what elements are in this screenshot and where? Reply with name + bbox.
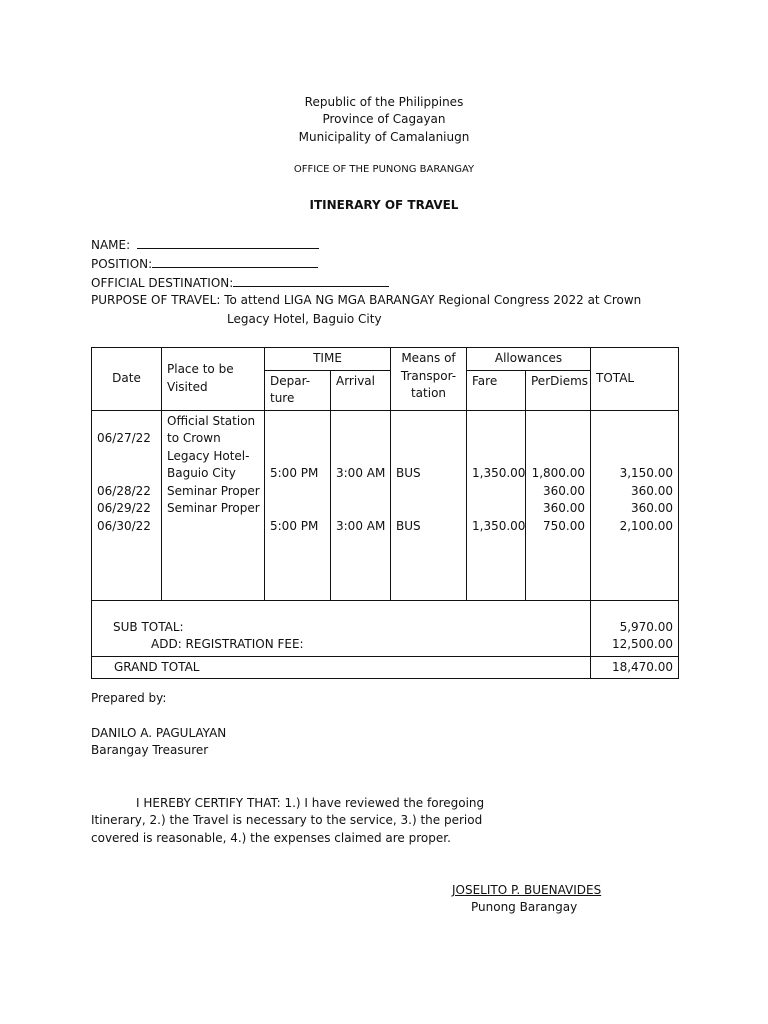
position-blank-line xyxy=(152,255,318,268)
preparer-name: DANILO A. PAGULAYAN xyxy=(91,726,227,740)
destination-blank-line xyxy=(233,274,389,287)
departure-cell xyxy=(270,430,325,448)
header-total: TOTAL xyxy=(591,348,679,411)
header-perdiems: PerDiems xyxy=(526,370,591,410)
subtotal-values xyxy=(591,600,679,656)
purpose-text-line1: To attend LIGA NG MGA BARANGAY Regional Congress 2022 at Crown xyxy=(224,293,642,307)
date-cell: 06/27/22 xyxy=(97,431,151,445)
departure-cell: 5:00 PM xyxy=(270,518,319,533)
total-cell xyxy=(596,430,673,448)
means-cell: BUS xyxy=(396,518,421,533)
perdiem-cell: 750.00 xyxy=(543,518,586,533)
fare-cell: 1,350.00 xyxy=(472,466,526,480)
places-column xyxy=(162,410,265,600)
dates-column xyxy=(92,410,162,600)
departure-cell xyxy=(270,500,325,518)
perdiems-column xyxy=(526,410,591,600)
date-cell xyxy=(97,448,156,466)
place-cell: Baguio City xyxy=(167,466,236,480)
means-cell: BUS xyxy=(396,466,421,480)
name-blank-line xyxy=(137,236,319,249)
fare-cell xyxy=(472,448,520,466)
subtotal-row xyxy=(92,600,679,656)
place-cell: Seminar Proper xyxy=(167,483,260,498)
fare-cell: 1,350.00 xyxy=(472,518,526,533)
place-cell: Seminar Proper xyxy=(167,501,260,515)
place-cell xyxy=(167,518,259,536)
total-cell: 360.00 xyxy=(631,501,674,515)
position-label: POSITION: xyxy=(91,257,153,271)
means-column xyxy=(391,410,467,600)
grand-total-value: 18,470.00 xyxy=(591,656,679,679)
place-cell: to Crown xyxy=(167,431,221,445)
total-cell xyxy=(596,413,673,431)
header-fare: Fare xyxy=(467,370,526,410)
subtotal-value: 5,970.00 xyxy=(619,619,674,634)
header-means-line2: Transpor- xyxy=(400,368,457,383)
header-office: OFFICE OF THE PUNONG BARANGAY xyxy=(293,164,475,175)
date-cell xyxy=(97,413,156,431)
perdiem-cell xyxy=(531,448,585,466)
header-republic: Republic of the Philippines xyxy=(304,95,464,109)
purpose-field xyxy=(91,293,641,307)
fares-column xyxy=(467,410,526,600)
arrivals-column xyxy=(331,410,391,600)
date-cell xyxy=(97,465,156,483)
means-cell xyxy=(396,430,461,448)
header-province: Province of Cagayan xyxy=(322,112,446,126)
header-place-line1: Place to be xyxy=(167,362,234,377)
means-cell xyxy=(396,448,461,466)
arrival-cell: 3:00 AM xyxy=(336,518,386,533)
document-title: ITINERARY OF TRAVEL xyxy=(309,198,459,212)
purpose-text-line2: Legacy Hotel, Baguio City xyxy=(227,312,382,326)
date-cell: 06/29/22 xyxy=(97,501,151,515)
header-departure xyxy=(265,370,331,410)
means-cell xyxy=(396,413,461,431)
header-allowances: Allowances xyxy=(467,348,591,371)
arrival-cell xyxy=(336,413,385,431)
departure-cell: 5:00 PM xyxy=(270,466,319,480)
purpose-label: PURPOSE OF TRAVEL: xyxy=(91,293,221,307)
departure-cell xyxy=(270,483,325,501)
arrival-cell xyxy=(336,430,385,448)
total-cell: 360.00 xyxy=(631,483,674,498)
departure-cell xyxy=(270,448,325,466)
fare-cell xyxy=(472,500,520,518)
perdiem-cell: 360.00 xyxy=(543,483,586,498)
itinerary-table xyxy=(91,347,679,679)
place-cell: Legacy Hotel- xyxy=(167,448,250,463)
date-cell: 06/30/22 xyxy=(97,518,151,533)
table-body-row xyxy=(92,410,679,600)
fare-cell xyxy=(472,483,520,501)
header-arrival: Arrival xyxy=(331,370,391,410)
position-field xyxy=(91,255,318,271)
departure-cell xyxy=(270,413,325,431)
departures-column xyxy=(265,410,331,600)
grand-total-row xyxy=(92,656,679,679)
subtotal-label: SUB TOTAL: xyxy=(113,619,184,634)
arrival-cell xyxy=(336,448,385,466)
fare-cell xyxy=(472,413,520,431)
header-means-line1: Means of xyxy=(401,351,456,365)
arrival-cell: 3:00 AM xyxy=(336,466,386,480)
header-place-line2: Visited xyxy=(167,379,208,394)
means-cell xyxy=(396,483,461,501)
header-means xyxy=(391,348,467,411)
certification-line2: Itinerary, 2.) the Travel is necessary to the service, 3.) the period xyxy=(91,813,483,827)
signatory-title: Punong Barangay xyxy=(471,900,578,914)
date-cell: 06/28/22 xyxy=(97,483,151,498)
place-cell: Official Station xyxy=(167,413,256,428)
total-cell: 3,150.00 xyxy=(619,466,674,480)
perdiem-cell: 360.00 xyxy=(543,501,586,515)
registration-fee-value: 12,500.00 xyxy=(611,637,674,651)
header-municipality: Municipality of Camalaniugn xyxy=(298,130,470,144)
perdiem-cell: 1,800.00 xyxy=(531,466,586,480)
certification-line3: covered is reasonable, 4.) the expenses claimed are proper. xyxy=(91,831,451,845)
perdiem-cell xyxy=(531,413,585,431)
arrival-cell xyxy=(336,483,385,501)
totals-column xyxy=(591,410,679,600)
header-date: Date xyxy=(92,348,162,411)
grand-total-label: GRAND TOTAL xyxy=(92,656,591,679)
subtotal-labels xyxy=(92,600,591,656)
prepared-by-label: Prepared by: xyxy=(91,691,167,705)
name-field xyxy=(91,236,319,252)
table-header-row-1 xyxy=(92,348,679,371)
signatory-name: JOSELITO P. BUENAVIDES xyxy=(452,883,602,897)
total-cell: 2,100.00 xyxy=(619,518,674,533)
means-cell xyxy=(396,500,461,518)
header-time: TIME xyxy=(265,348,391,371)
destination-field xyxy=(91,274,389,290)
fare-cell xyxy=(472,430,520,448)
name-label: NAME: xyxy=(91,238,131,252)
perdiem-cell xyxy=(531,430,585,448)
preparer-title: Barangay Treasurer xyxy=(91,743,209,757)
certification-line1: I HEREBY CERTIFY THAT: 1.) I have reviewed the foregoing xyxy=(136,796,485,810)
registration-fee-label: ADD: REGISTRATION FEE: xyxy=(151,637,304,651)
header-departure-line1: Depar- xyxy=(270,373,311,388)
total-cell xyxy=(596,448,673,466)
destination-label: OFFICIAL DESTINATION: xyxy=(91,276,234,290)
arrival-cell xyxy=(336,500,385,518)
header-place xyxy=(162,348,265,411)
header-means-line3: tation xyxy=(410,386,447,400)
header-departure-line2: ture xyxy=(270,391,295,405)
